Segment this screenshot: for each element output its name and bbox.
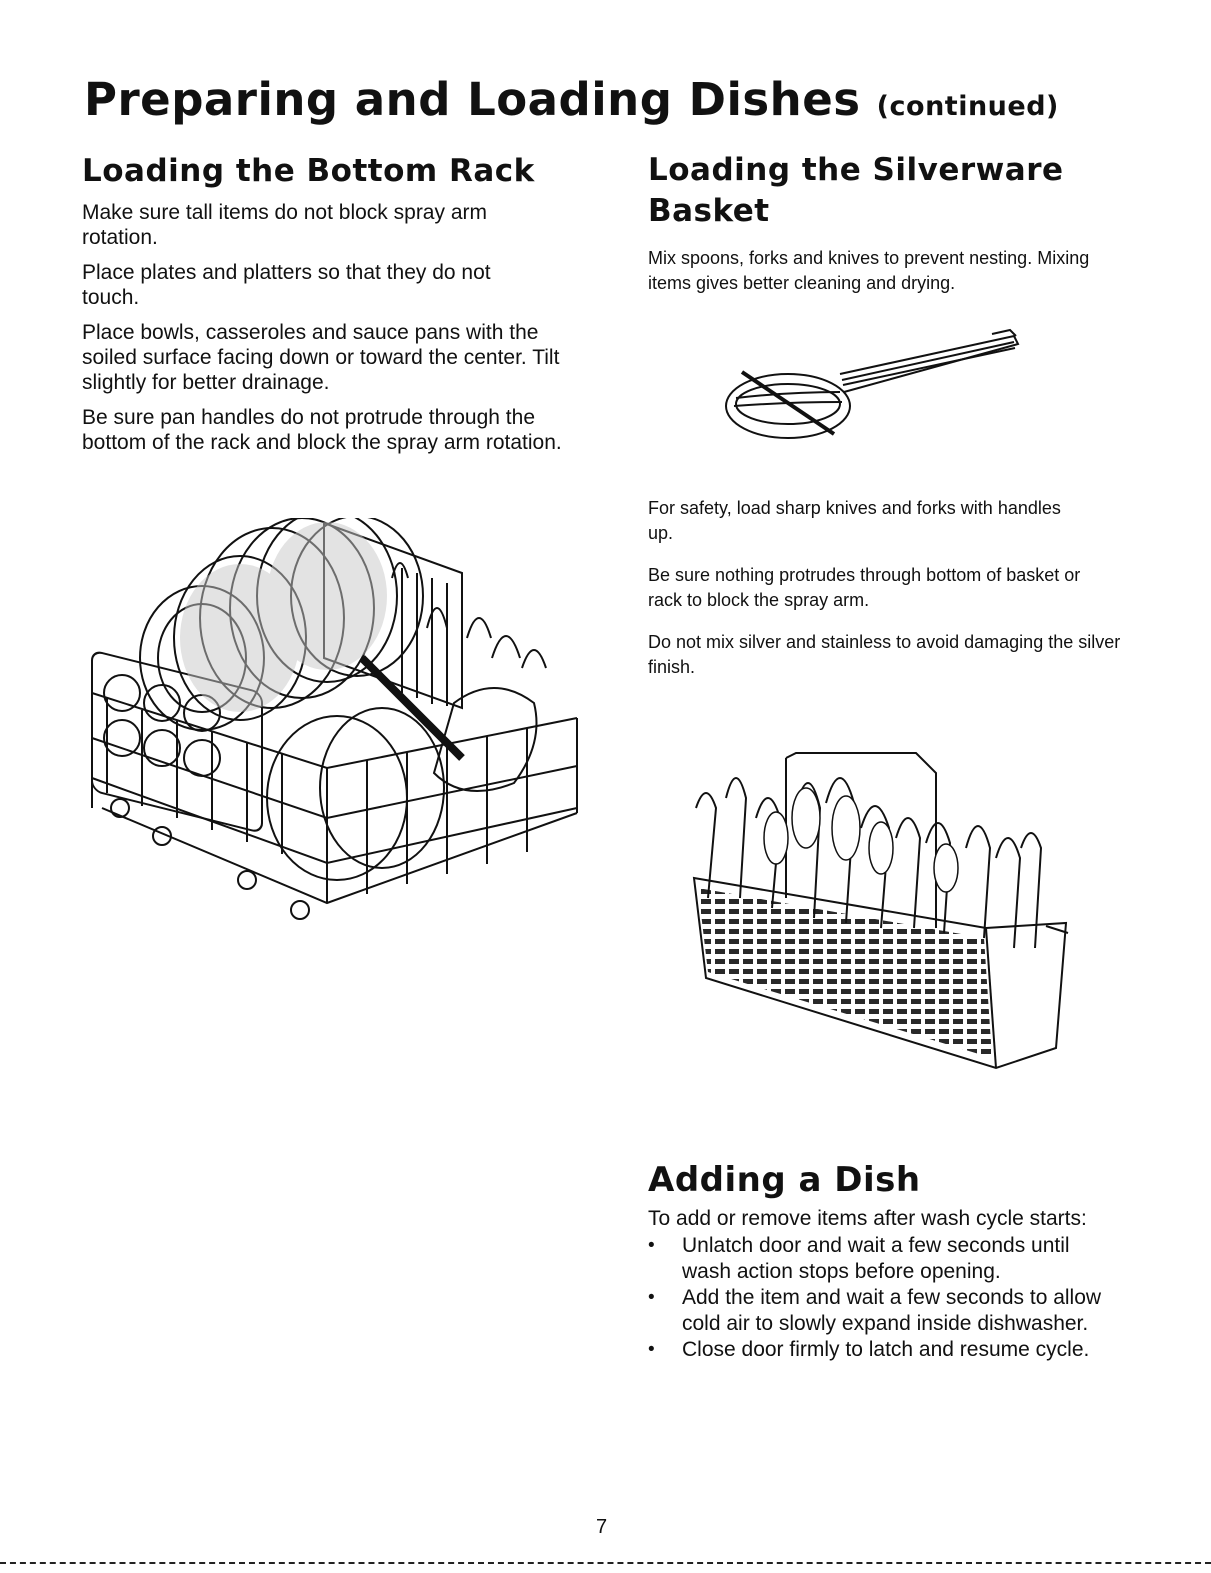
silverware-paragraph-1: For safety, load sharp knives and forks with handles up. <box>648 498 1061 543</box>
bottom-rack-paragraph-2: Place plates and platters so that they do not touch. <box>82 261 491 309</box>
loaded-bottom-rack-illustration <box>82 518 582 938</box>
page-number: 7 <box>596 1516 608 1538</box>
bullet-icon: • <box>648 1287 655 1308</box>
bottom-rack-paragraph-1: Make sure tall items do not block spray arm rotation. <box>82 201 487 249</box>
adding-dish-step-3 <box>648 1337 1122 1363</box>
bottom-divider <box>0 1562 1211 1564</box>
adding-dish-step-2-text: Add the item and wait a few seconds to allow cold air to slowly expand inside dishwasher. <box>682 1286 1102 1335</box>
bullet-icon: • <box>648 1339 655 1360</box>
silverware-heading: Loading the Silverware Basket <box>648 152 1064 229</box>
silverware-paragraph-2: Be sure nothing protrudes through bottom of basket or rack to block the spray arm. <box>648 565 1081 610</box>
bottom-rack-paragraph-4: Be sure pan handles do not protrude through the bottom of the rack and block the spray arm rotation. <box>82 406 562 454</box>
adding-dish-step-1-text: Unlatch door and wait a few seconds until wash action stops before opening. <box>682 1234 1070 1283</box>
adding-dish-step-3-text: Close door firmly to latch and resume cycle. <box>682 1338 1090 1361</box>
bottom-rack-section <box>82 150 582 465</box>
adding-dish-steps <box>648 1233 1128 1363</box>
loaded-silverware-basket-illustration <box>686 748 1076 1073</box>
adding-dish-step-1 <box>648 1233 1122 1285</box>
silverware-intro: Mix spoons, forks and knives to prevent nesting. Mixing items gives better cleaning and drying. <box>648 248 1090 293</box>
no-nesting-spoons-icon <box>722 322 1022 442</box>
silverware-paragraph-3: Do not mix silver and stainless to avoid damaging the silver finish. <box>648 632 1121 677</box>
bullet-icon: • <box>648 1235 655 1256</box>
adding-dish-step-2 <box>648 1285 1122 1337</box>
page-title <box>84 72 1059 135</box>
adding-dish-section <box>648 1158 1128 1363</box>
silverware-notes <box>648 496 1138 697</box>
page-title-suffix: (continued) <box>876 91 1059 122</box>
adding-dish-heading: Adding a Dish <box>648 1160 921 1200</box>
bottom-rack-heading: Loading the Bottom Rack <box>82 153 535 189</box>
silverware-section <box>648 150 1148 313</box>
page-title-main: Preparing and Loading Dishes <box>84 73 861 126</box>
bottom-rack-paragraph-3: Place bowls, casseroles and sauce pans with the soiled surface facing down or toward the center. Tilt slightly for better drainage. <box>82 321 560 394</box>
adding-dish-intro: To add or remove items after wash cycle starts: <box>648 1207 1087 1230</box>
